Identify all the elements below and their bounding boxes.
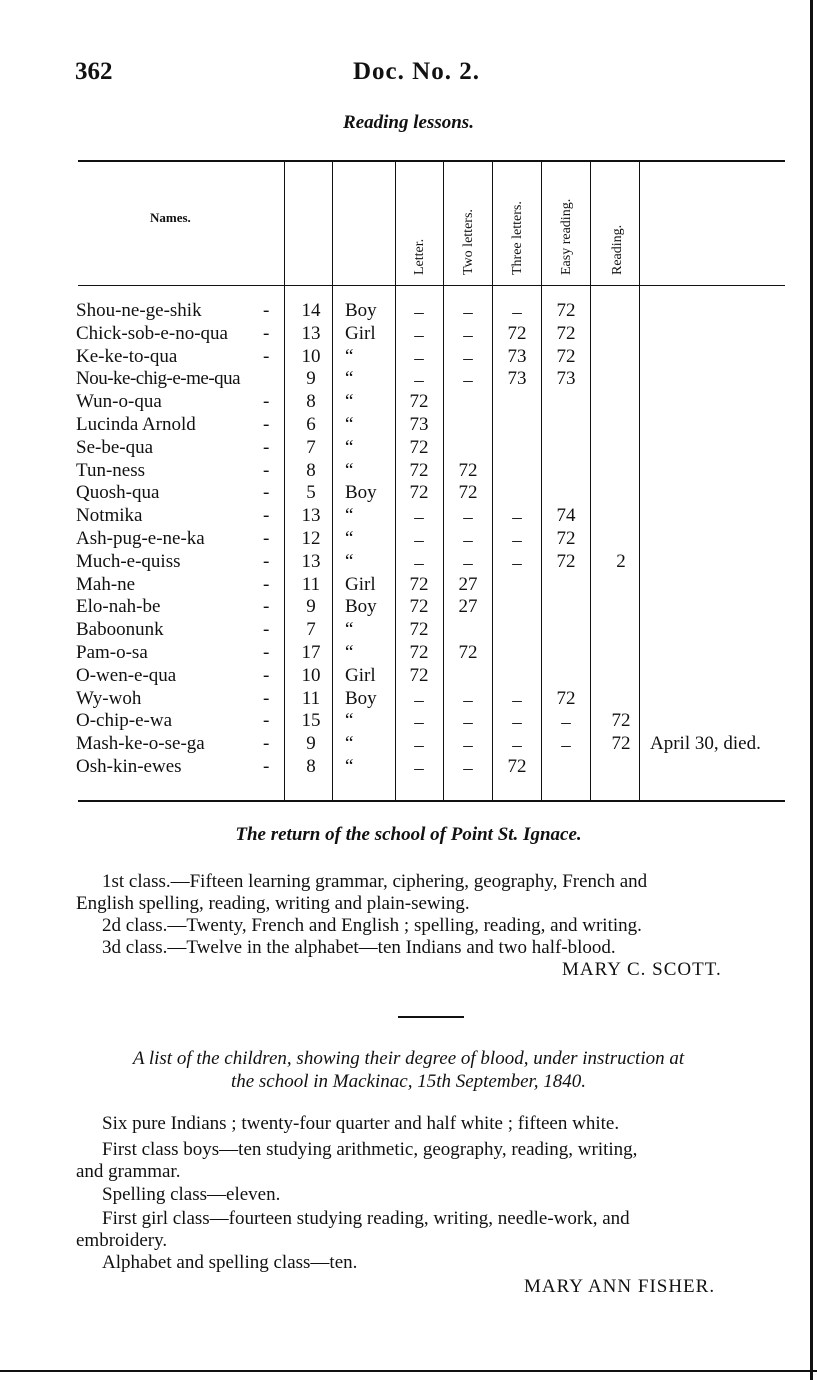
- row-name: Wy-woh: [76, 687, 142, 709]
- empty-cell-dash: –: [463, 689, 473, 711]
- table-row: [0, 574, 817, 597]
- empty-cell-dash: –: [414, 552, 424, 574]
- paragraph-line: Six pure Indians ; twenty-four quarter and half white ; fifteen white.: [102, 1113, 620, 1134]
- row-easy-reading: 73: [556, 368, 576, 390]
- row-sex: “: [345, 391, 354, 413]
- row-leader-dash: -: [263, 391, 270, 413]
- table-header-rule: [78, 285, 785, 286]
- row-reading: 72: [611, 733, 631, 755]
- row-sex: “: [345, 642, 354, 663]
- empty-cell-dash: –: [414, 712, 424, 734]
- paragraph-line: 2d class.—Twenty, French and English ; spelling, reading, and writing.: [102, 915, 642, 936]
- row-three-letters: 73: [507, 345, 527, 367]
- row-two-letters: 72: [458, 459, 478, 481]
- row-leader-dash: -: [263, 505, 270, 527]
- row-age: 12: [301, 528, 321, 549]
- empty-cell-dash: –: [463, 324, 473, 346]
- table-row: [0, 733, 817, 756]
- row-reading: 2: [616, 550, 626, 572]
- row-leader-dash: -: [263, 528, 270, 549]
- empty-cell-dash: –: [512, 530, 522, 551]
- table-row: [0, 414, 817, 437]
- empty-cell-dash: –: [414, 347, 424, 369]
- table-row: [0, 619, 817, 642]
- row-leader-dash: -: [263, 573, 270, 595]
- row-letter: 72: [409, 619, 429, 641]
- row-easy-reading: 72: [556, 345, 576, 367]
- empty-cell-dash: –: [414, 530, 424, 551]
- table-row: [0, 391, 817, 414]
- row-name: Lucinda Arnold: [76, 414, 196, 435]
- table-row: [0, 596, 817, 619]
- column-header-letter: Letter.: [412, 238, 427, 275]
- table-bottom-rule: [78, 800, 785, 802]
- empty-cell-dash: –: [414, 324, 424, 346]
- row-name: Se-be-qua: [76, 436, 154, 458]
- names-column-header: Names.: [150, 210, 191, 225]
- paragraph-line: Spelling class—eleven.: [102, 1184, 281, 1205]
- empty-cell-dash: –: [512, 735, 522, 757]
- row-leader-dash: -: [263, 300, 270, 321]
- row-letter: 72: [409, 391, 429, 413]
- row-leader-dash: -: [263, 436, 270, 458]
- row-easy-reading: 72: [556, 322, 576, 344]
- empty-cell-dash: –: [463, 712, 473, 734]
- empty-cell-dash: –: [414, 689, 424, 711]
- paragraph-line: 1st class.—Fifteen learning grammar, ciphering, geography, French and: [102, 871, 648, 892]
- row-age: 13: [301, 550, 321, 572]
- row-name: Shou-ne-ge-shik: [76, 300, 202, 321]
- table-row: [0, 551, 817, 574]
- row-leader-dash: -: [263, 756, 270, 777]
- row-sex: “: [345, 436, 354, 458]
- empty-cell-dash: –: [463, 370, 473, 392]
- table-row: [0, 460, 817, 483]
- row-easy-reading: 72: [556, 687, 576, 709]
- column-header-three-letters: Three letters.: [510, 201, 525, 275]
- row-leader-dash: -: [263, 459, 270, 481]
- row-name: Ke-ke-to-qua: [76, 345, 178, 367]
- row-leader-dash: -: [263, 733, 270, 755]
- empty-cell-dash: –: [463, 530, 473, 551]
- row-letter: 72: [409, 642, 429, 663]
- row-leader-dash: -: [263, 619, 270, 641]
- row-name: Much-e-quiss: [76, 550, 181, 572]
- row-age: 10: [301, 664, 321, 686]
- column-header-two-letters: Two letters.: [461, 209, 476, 275]
- row-name: Mah-ne: [76, 573, 136, 595]
- row-age: 15: [301, 710, 321, 732]
- row-age: 5: [306, 482, 316, 504]
- row-sex: “: [345, 528, 354, 549]
- row-age: 7: [306, 436, 316, 458]
- row-sex: “: [345, 414, 354, 435]
- table-top-rule: [78, 160, 785, 162]
- table-row: [0, 688, 817, 711]
- empty-cell-dash: –: [463, 552, 473, 574]
- table-caption: Reading lessons.: [343, 112, 474, 133]
- row-remark: April 30, died.: [650, 733, 761, 755]
- row-sex: Boy: [345, 596, 377, 618]
- row-leader-dash: -: [263, 642, 270, 663]
- row-sex: “: [345, 733, 354, 755]
- row-sex: “: [345, 368, 354, 390]
- table-row: [0, 300, 817, 323]
- row-name: O-wen-e-qua: [76, 664, 177, 686]
- row-name: Tun-ness: [76, 459, 145, 481]
- row-letter: 72: [409, 596, 429, 618]
- row-sex: Boy: [345, 300, 377, 321]
- paragraph-line: First class boys—ten studying arithmetic, geography, reading, writing,: [102, 1139, 638, 1160]
- row-name: Quosh-qua: [76, 482, 160, 504]
- row-leader-dash: -: [263, 482, 270, 504]
- row-easy-reading: 72: [556, 550, 576, 572]
- row-sex: “: [345, 505, 354, 527]
- row-leader-dash: -: [263, 322, 270, 344]
- paragraph-line: 3d class.—Twelve in the alphabet—ten Indians and two half-blood.: [102, 937, 616, 958]
- row-three-letters: 72: [507, 756, 527, 777]
- table-row: [0, 528, 817, 551]
- column-header-easy-reading: Easy reading.: [559, 198, 574, 275]
- paragraph-line: and grammar.: [76, 1161, 181, 1182]
- row-name: Pam-o-sa: [76, 642, 148, 663]
- section-title-mackinac-line1: A list of the children, showing their degree of blood, under instruction at: [132, 1048, 685, 1069]
- row-age: 17: [301, 642, 321, 663]
- row-sex: Boy: [345, 687, 377, 709]
- row-three-letters: 72: [507, 322, 527, 344]
- row-name: Wun-o-qua: [76, 391, 162, 413]
- paragraph-line: First girl class—fourteen studying reading, writing, needle-work, and: [102, 1208, 630, 1229]
- row-age: 13: [301, 322, 321, 344]
- row-age: 6: [306, 414, 316, 435]
- row-age: 13: [301, 505, 321, 527]
- row-sex: Girl: [345, 322, 376, 344]
- row-reading: 72: [611, 710, 631, 732]
- row-leader-dash: -: [263, 414, 270, 435]
- paragraph-line: Alphabet and spelling class—ten.: [102, 1252, 358, 1273]
- row-name: Elo-nah-be: [76, 596, 161, 618]
- empty-cell-dash: –: [561, 735, 571, 757]
- row-easy-reading: 72: [556, 300, 576, 321]
- row-two-letters: 72: [458, 482, 478, 504]
- row-sex: Girl: [345, 573, 376, 595]
- table-row: [0, 642, 817, 665]
- row-name: O-chip-e-wa: [76, 710, 173, 732]
- row-three-letters: 73: [507, 368, 527, 390]
- empty-cell-dash: –: [414, 302, 424, 323]
- row-age: 11: [301, 573, 321, 595]
- empty-cell-dash: –: [512, 689, 522, 711]
- row-letter: 73: [409, 414, 429, 435]
- table-row: [0, 482, 817, 505]
- row-age: 14: [301, 300, 321, 321]
- row-two-letters: 27: [458, 596, 478, 618]
- row-age: 8: [306, 756, 316, 777]
- empty-cell-dash: –: [463, 302, 473, 323]
- document-title: Doc. No. 2.: [353, 58, 480, 85]
- row-two-letters: 27: [458, 573, 478, 595]
- empty-cell-dash: –: [561, 712, 571, 734]
- empty-cell-dash: –: [463, 758, 473, 779]
- signature-mary-ann-fisher: MARY ANN FISHER.: [524, 1276, 716, 1297]
- row-name: Osh-kin-ewes: [76, 756, 182, 777]
- empty-cell-dash: –: [512, 507, 522, 529]
- row-leader-dash: -: [263, 710, 270, 732]
- row-age: 7: [306, 619, 316, 641]
- row-name: Nou-ke-chig-e-me-qua: [76, 368, 241, 390]
- table-row: [0, 368, 817, 391]
- row-two-letters: 72: [458, 642, 478, 663]
- signature-mary-c-scott: MARY C. SCOTT.: [562, 959, 722, 980]
- section-title-mackinac-line2: the school in Mackinac, 15th September, 1840.: [230, 1071, 587, 1092]
- row-sex: “: [345, 619, 354, 641]
- row-age: 8: [306, 391, 316, 413]
- table-row: [0, 505, 817, 528]
- empty-cell-dash: –: [512, 552, 522, 574]
- empty-cell-dash: –: [512, 712, 522, 734]
- row-age: 9: [306, 368, 316, 390]
- row-leader-dash: -: [263, 664, 270, 686]
- section-title-point-st-ignace: The return of the school of Point St. Ignace.: [235, 824, 582, 845]
- row-letter: 72: [409, 573, 429, 595]
- empty-cell-dash: –: [414, 735, 424, 757]
- row-letter: 72: [409, 436, 429, 458]
- empty-cell-dash: –: [463, 507, 473, 529]
- row-age: 11: [301, 687, 321, 709]
- empty-cell-dash: –: [414, 370, 424, 392]
- row-age: 9: [306, 733, 316, 755]
- row-leader-dash: -: [263, 687, 270, 709]
- row-sex: Boy: [345, 482, 377, 504]
- empty-cell-dash: –: [463, 735, 473, 757]
- column-header-reading: Reading.: [610, 224, 625, 275]
- section-separator: [398, 1016, 464, 1018]
- row-letter: 72: [409, 482, 429, 504]
- row-sex: Girl: [345, 664, 376, 686]
- row-sex: “: [345, 550, 354, 572]
- row-leader-dash: -: [263, 345, 270, 367]
- row-sex: “: [345, 459, 354, 481]
- row-sex: “: [345, 345, 354, 367]
- row-name: Baboonunk: [76, 619, 164, 641]
- page-number: 362: [75, 58, 113, 85]
- row-sex: “: [345, 710, 354, 732]
- table-row: [0, 665, 817, 688]
- row-letter: 72: [409, 664, 429, 686]
- row-leader-dash: -: [263, 596, 270, 618]
- table-row: [0, 346, 817, 369]
- empty-cell-dash: –: [463, 347, 473, 369]
- row-age: 8: [306, 459, 316, 481]
- empty-cell-dash: –: [414, 758, 424, 779]
- row-leader-dash: -: [263, 550, 270, 572]
- row-name: Ash-pug-e-ne-ka: [76, 528, 205, 549]
- table-row: [0, 710, 817, 733]
- row-age: 9: [306, 596, 316, 618]
- empty-cell-dash: –: [512, 302, 522, 323]
- table-row: [0, 756, 817, 779]
- paragraph-line: embroidery.: [76, 1230, 168, 1251]
- table-row: [0, 323, 817, 346]
- row-easy-reading: 74: [556, 505, 576, 527]
- row-name: Mash-ke-o-se-ga: [76, 733, 205, 755]
- row-name: Chick-sob-e-no-qua: [76, 322, 228, 344]
- paragraph-line: English spelling, reading, writing and plain-sewing.: [76, 893, 470, 914]
- row-letter: 72: [409, 459, 429, 481]
- table-row: [0, 437, 817, 460]
- page-edge-bottom: [0, 1370, 817, 1372]
- row-name: Notmika: [76, 505, 143, 527]
- row-age: 10: [301, 345, 321, 367]
- row-sex: “: [345, 756, 354, 777]
- row-easy-reading: 72: [556, 528, 576, 549]
- empty-cell-dash: –: [414, 507, 424, 529]
